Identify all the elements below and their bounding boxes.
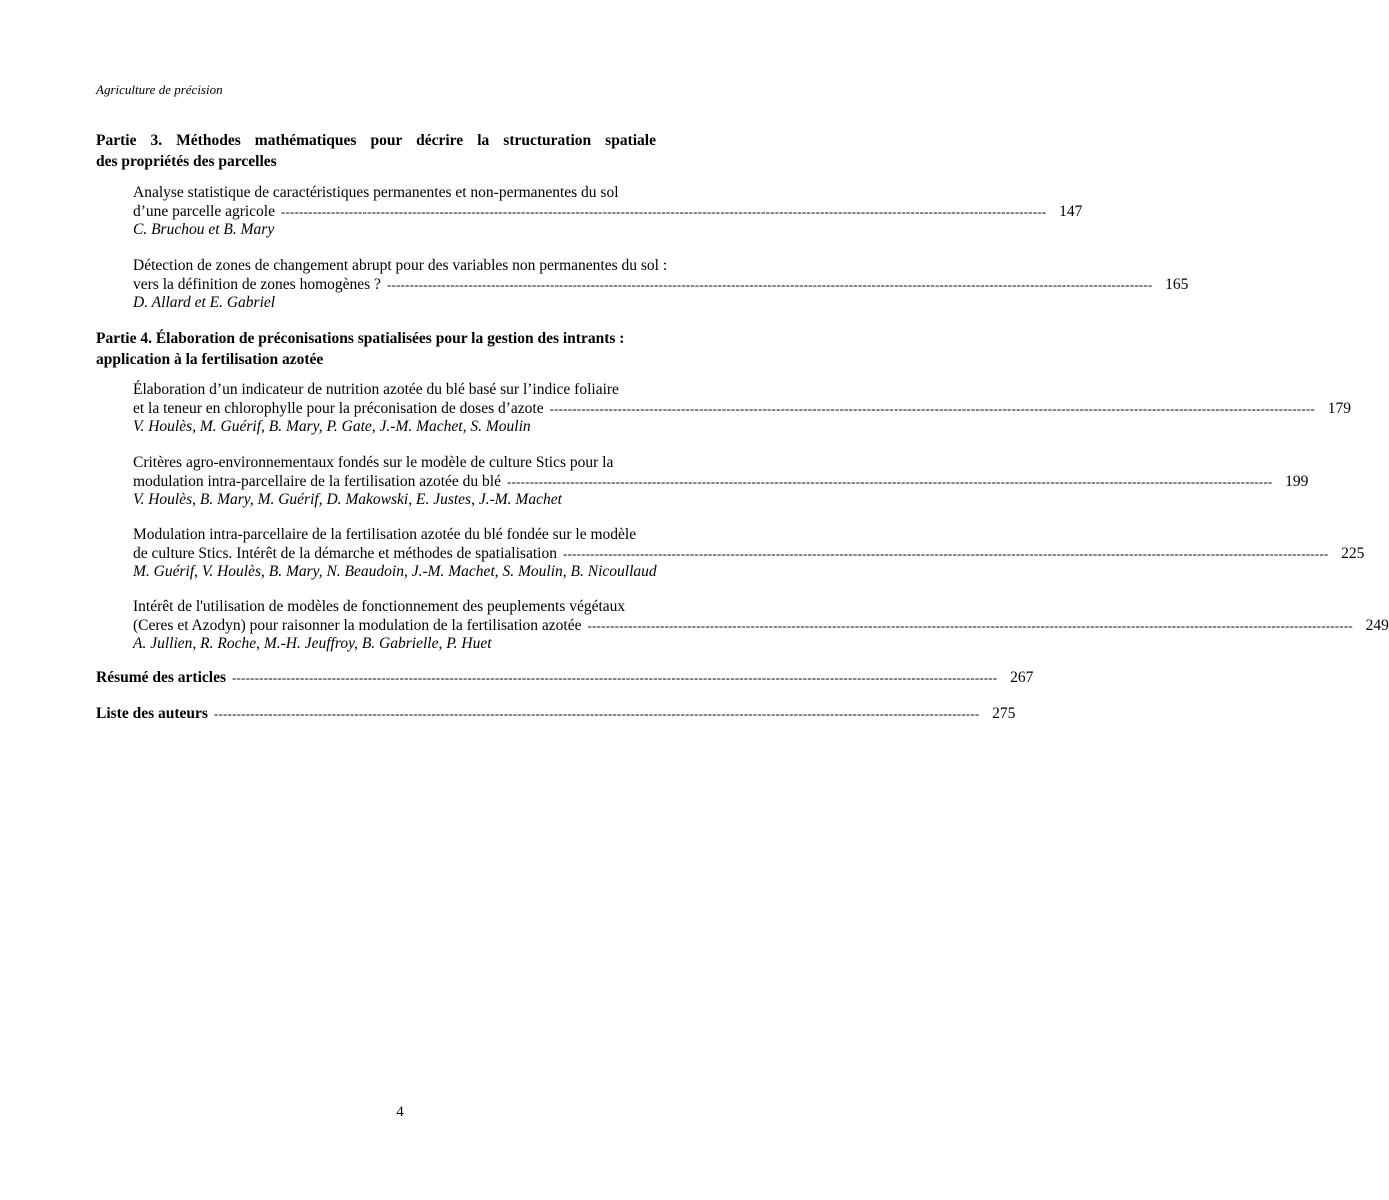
entry-title-line-1: Élaboration d’un indicateur de nutrition azotée du blé basé sur l’indice foliaire bbox=[133, 381, 619, 398]
entry-page-number: 225 bbox=[1341, 544, 1365, 562]
part-3-heading bbox=[96, 130, 656, 172]
section-page-number: 267 bbox=[1010, 669, 1034, 686]
entry-title-text: et la teneur en chlorophylle pour la préconisation de doses d’azote bbox=[133, 399, 544, 417]
dot-leader: ------------------------------------------------------------------------------------------------------------------------------------------------------------------------- bbox=[232, 670, 998, 685]
dot-leader: ------------------------------------------------------------------------------------------------------------------------------------------------------------------------- bbox=[562, 545, 1329, 561]
entry-title-line-2 bbox=[133, 202, 1083, 222]
toc-entry[interactable] bbox=[133, 381, 1352, 437]
toc-section-resume[interactable] bbox=[96, 669, 1034, 688]
running-header: Agriculture de précision bbox=[96, 82, 223, 97]
toc-entry[interactable] bbox=[133, 454, 1309, 510]
part-4-title-line-2: application à la fertilisation azotée bbox=[96, 351, 324, 368]
dot-leader: ------------------------------------------------------------------------------------------------------------------------------------------------------------------------- bbox=[549, 400, 1316, 416]
dot-leader: ------------------------------------------------------------------------------------------------------------------------------------------------------------------------- bbox=[281, 203, 1047, 219]
entry-title-line-2 bbox=[133, 399, 1352, 419]
entry-authors: V. Houlès, M. Guérif, B. Mary, P. Gate, J.-M. Machet, S. Moulin bbox=[133, 418, 531, 435]
dot-leader: ------------------------------------------------------------------------------------------------------------------------------------------------------------------------- bbox=[213, 706, 980, 721]
dot-leader: ------------------------------------------------------------------------------------------------------------------------------------------------------------------------- bbox=[386, 276, 1153, 292]
dot-leader: ------------------------------------------------------------------------------------------------------------------------------------------------------------------------- bbox=[506, 473, 1273, 489]
entry-page-number: 165 bbox=[1165, 275, 1189, 293]
section-page-number: 275 bbox=[992, 705, 1016, 722]
entry-page-number: 249 bbox=[1365, 616, 1389, 634]
toc-entry[interactable] bbox=[133, 184, 1083, 240]
toc-entry[interactable] bbox=[133, 526, 1365, 582]
entry-authors: A. Jullien, R. Roche, M.-H. Jeuffroy, B. Gabrielle, P. Huet bbox=[133, 635, 492, 652]
page-number: 4 bbox=[396, 1104, 404, 1120]
toc-entry[interactable] bbox=[133, 257, 1189, 313]
entry-title-line-1: Intérêt de l'utilisation de modèles de fonctionnement des peuplements végétaux bbox=[133, 598, 626, 615]
entry-title-line-1: Analyse statistique de caractéristiques permanentes et non-permanentes du sol bbox=[133, 184, 619, 201]
entry-authors: C. Bruchou et B. Mary bbox=[133, 221, 275, 238]
toc-section-auteurs[interactable] bbox=[96, 705, 1016, 724]
entry-title-line-2 bbox=[133, 275, 1189, 295]
entry-title-text: vers la définition de zones homogènes ? bbox=[133, 275, 381, 293]
entry-title-text: de culture Stics. Intérêt de la démarche et méthodes de spatialisation bbox=[133, 544, 557, 562]
entry-authors: M. Guérif, V. Houlès, B. Mary, N. Beaudoin, J.-M. Machet, S. Moulin, B. Nicoullaud bbox=[133, 563, 657, 580]
entry-title-line-1: Critères agro-environnementaux fondés sur le modèle de culture Stics pour la bbox=[133, 454, 614, 471]
entry-authors: V. Houlès, B. Mary, M. Guérif, D. Makowski, E. Justes, J.-M. Machet bbox=[133, 491, 562, 508]
dot-leader: ------------------------------------------------------------------------------------------------------------------------------------------------------------------------- bbox=[587, 617, 1353, 633]
entry-title-line-2 bbox=[133, 616, 1389, 636]
entry-title-line-2 bbox=[133, 544, 1365, 564]
entry-authors: D. Allard et E. Gabriel bbox=[133, 294, 276, 311]
part-4-heading bbox=[96, 328, 696, 370]
part-4-title-line-1: Partie 4. Élaboration de préconisations spatialisées pour la gestion des intrants : bbox=[96, 330, 625, 347]
entry-title-line-2 bbox=[133, 472, 1309, 492]
toc-entry[interactable] bbox=[133, 598, 1389, 654]
entry-page-number: 147 bbox=[1059, 202, 1083, 220]
entry-title-line-1: Modulation intra-parcellaire de la fertilisation azotée du blé fondée sur le modèle bbox=[133, 526, 637, 543]
entry-title-line-1: Détection de zones de changement abrupt pour des variables non permanentes du sol : bbox=[133, 257, 668, 274]
part-3-title-line-2: des propriétés des parcelles bbox=[96, 153, 277, 170]
entry-title-text: (Ceres et Azodyn) pour raisonner la modulation de la fertilisation azotée bbox=[133, 616, 582, 634]
section-label: Liste des auteurs bbox=[96, 705, 208, 722]
section-label: Résumé des articles bbox=[96, 669, 226, 686]
entry-page-number: 179 bbox=[1327, 399, 1352, 417]
entry-title-text: d’une parcelle agricole bbox=[133, 202, 275, 220]
entry-title-text: modulation intra-parcellaire de la fertilisation azotée du blé bbox=[133, 472, 501, 490]
entry-page-number: 199 bbox=[1285, 472, 1309, 490]
part-3-title-line-1: Partie 3. Méthodes mathématiques pour décrire la structuration spatiale bbox=[96, 132, 656, 149]
